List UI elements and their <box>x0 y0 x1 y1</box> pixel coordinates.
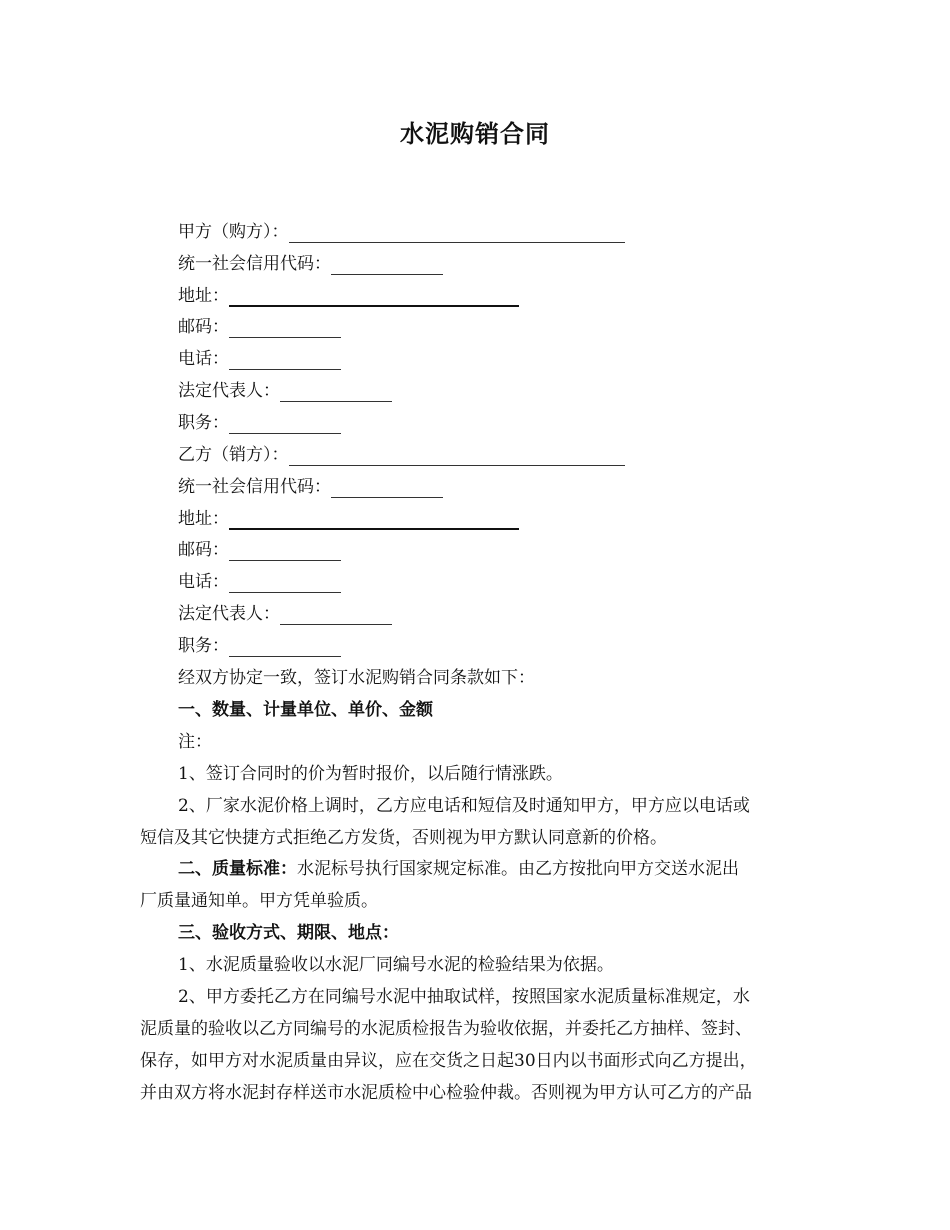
party-a-postcode-label: 邮码： <box>178 317 229 337</box>
section3-item2-line2: 泥质量的验收以乙方同编号的水泥质检报告为验收依据，并委托乙方抽样、签封、 <box>140 1019 752 1039</box>
party-a-legal-rep-blank[interactable] <box>280 383 392 402</box>
party-a-postcode-field <box>178 316 341 338</box>
party-b-credit-code-blank[interactable] <box>331 479 443 498</box>
section1-item2-line1: 2、厂家水泥价格上调时，乙方应电话和短信及时通知甲方，甲方应以电话或 <box>178 796 750 816</box>
section2-heading: 二、质量标准： <box>178 859 297 879</box>
section3-heading: 三、验收方式、期限、地点： <box>178 923 399 943</box>
party-b-postcode-label: 邮码： <box>178 540 229 560</box>
party-a-postcode-blank[interactable] <box>229 319 341 338</box>
party-b-seller-blank[interactable] <box>289 447 625 466</box>
section1-item1: 1、签订合同时的价为暂时报价，以后随行情涨跌。 <box>178 764 563 784</box>
party-b-credit-code-field <box>178 476 443 498</box>
party-b-postcode-blank[interactable] <box>229 542 341 561</box>
party-a-credit-code-blank[interactable] <box>331 256 443 275</box>
party-b-position-blank[interactable] <box>229 638 341 657</box>
party-a-position-label: 职务： <box>178 413 229 433</box>
party-a-credit-code-field <box>178 253 443 275</box>
party-a-address-blank[interactable] <box>229 287 519 307</box>
party-b-credit-code-label: 统一社会信用代码： <box>178 477 331 497</box>
party-a-phone-blank[interactable] <box>229 351 341 370</box>
party-b-phone-label: 电话： <box>178 572 229 592</box>
party-b-seller-label: 乙方（销方）： <box>178 445 289 465</box>
party-a-credit-code-label: 统一社会信用代码： <box>178 254 331 274</box>
section2-paragraph <box>178 858 739 880</box>
section2-text-line2: 厂质量通知单。甲方凭单验质。 <box>140 891 378 911</box>
party-b-seller-field <box>178 444 625 466</box>
party-a-phone-label: 电话： <box>178 349 229 369</box>
section1-item2-line2: 短信及其它快捷方式拒绝乙方发货，否则视为甲方默认同意新的价格。 <box>140 828 667 848</box>
party-b-postcode-field <box>178 539 341 561</box>
party-b-address-field <box>178 508 519 530</box>
party-b-address-blank[interactable] <box>229 510 519 530</box>
party-a-legal-rep-label: 法定代表人： <box>178 381 280 401</box>
party-a-position-field <box>178 412 341 434</box>
section3-item2-line3: 保存，如甲方对水泥质量由异议，应在交货之日起30日内以书面形式向乙方提出， <box>140 1051 757 1071</box>
party-b-phone-field <box>178 571 341 593</box>
section3-item1: 1、水泥质量验收以水泥厂同编号水泥的检验结果为依据。 <box>178 955 614 975</box>
party-b-legal-rep-field <box>178 603 392 625</box>
party-a-buyer-field <box>178 221 625 243</box>
party-a-buyer-blank[interactable] <box>289 224 625 243</box>
party-a-address-field <box>178 285 519 307</box>
section3-item2-line1: 2、甲方委托乙方在同编号水泥中抽取试样，按照国家水泥质量标准规定，水 <box>178 987 750 1007</box>
party-a-buyer-label: 甲方（购方）： <box>178 222 289 242</box>
party-b-position-label: 职务： <box>178 636 229 656</box>
section3-item2-line4: 并由双方将水泥封存样送市水泥质检中心检验仲裁。否则视为甲方认可乙方的产品 <box>140 1083 752 1103</box>
party-b-legal-rep-blank[interactable] <box>280 606 392 625</box>
document-title: 水泥购销合同 <box>400 120 550 148</box>
section1-note: 注： <box>178 732 212 752</box>
party-b-position-field <box>178 635 341 657</box>
party-a-address-label: 地址： <box>178 286 229 306</box>
section1-heading: 一、数量、计量单位、单价、金额 <box>178 700 433 720</box>
party-a-legal-rep-field <box>178 380 392 402</box>
section2-text-line1: 水泥标号执行国家规定标准。由乙方按批向甲方交送水泥出 <box>297 859 739 879</box>
party-b-address-label: 地址： <box>178 509 229 529</box>
party-b-phone-blank[interactable] <box>229 574 341 593</box>
intro-paragraph: 经双方协定一致，签订水泥购销合同条款如下： <box>178 668 535 688</box>
party-a-position-blank[interactable] <box>229 415 341 434</box>
party-b-legal-rep-label: 法定代表人： <box>178 604 280 624</box>
party-a-phone-field <box>178 348 341 370</box>
